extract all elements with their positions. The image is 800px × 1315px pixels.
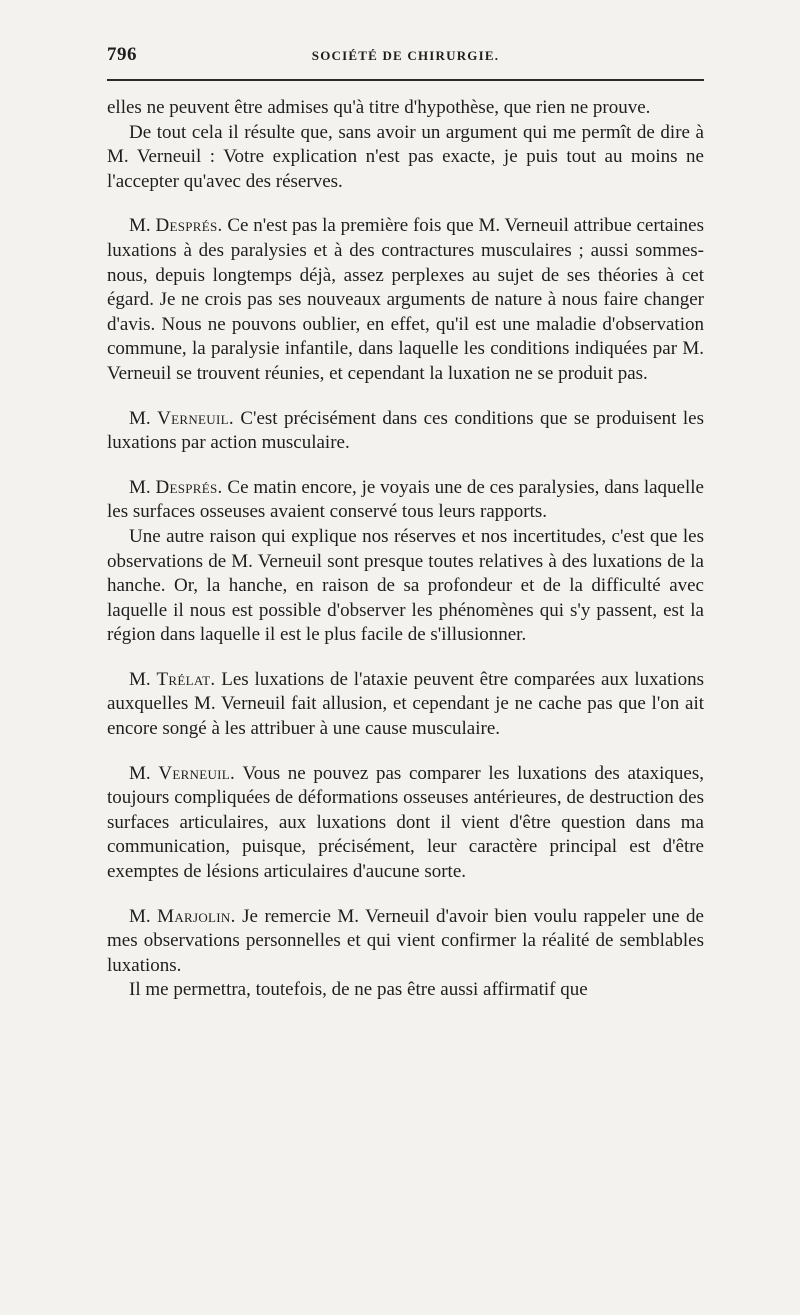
paragraph-text: Ce matin encore, je voyais une de ces paralysies, dans laquelle les surfaces osseuses avaient conservé tous leurs rapports. — [107, 476, 704, 523]
paragraph-text: De tout cela il résulte que, sans avoir un argument qui me permît de dire à M. Verneuil : Votre explication n'est pas exacte, je puis tout au moins ne l'accepter qu'avec des réserves. — [107, 121, 704, 192]
speaker-name: Verneuil. — [157, 407, 234, 429]
speaker-prefix: M. — [129, 905, 158, 927]
speaker-prefix: M. — [129, 476, 156, 498]
paragraph-text: elles ne peuvent être admises qu'à titre d'hypothèse, que rien ne prouve. — [107, 97, 651, 118]
paragraph-text: Il me permettra, toutefois, de ne pas être aussi affirmatif que — [129, 979, 588, 1001]
page-header — [107, 44, 704, 72]
paragraph-text: Je remercie M. Verneuil d'avoir bien voulu rappeler une de mes observations personnelles et qui vient confirmer la réalité de semblables luxations. — [107, 905, 704, 976]
paragraph-2 — [107, 121, 704, 195]
speech-verneuil-2 — [107, 762, 704, 885]
speech-verneuil-1 — [107, 407, 704, 456]
page-body — [107, 96, 704, 1003]
paragraph-marjolin-continued — [107, 978, 704, 1003]
speaker-name: Verneuil. — [158, 762, 236, 784]
paragraph-text: C'est précisément dans ces conditions que se produisent les luxations par action musculaire. — [107, 407, 704, 454]
paragraph-text: Les luxations de l'ataxie peuvent être comparées aux luxations auxquelles M. Verneuil fait allusion, et cependant je ne cache pas que l'on ait encore songé à les attribuer à une cause musculaire. — [107, 668, 704, 740]
paragraph-despres-continued — [107, 525, 704, 648]
header-rule — [107, 79, 704, 81]
paragraph-text: Vous ne pouvez pas comparer les luxations des ataxiques, toujours compliquées de déformations osseuses antérieures, de destruction des surfaces articulaires, aux luxations dont il vient d'être question dans ma communication, puisque, précisément, leur caractère principal est d'être exemptes de lésions articulaires d'aucune sorte. — [107, 762, 704, 883]
paragraph-1 — [107, 96, 704, 121]
speaker-name: Marjolin. — [157, 905, 236, 927]
speech-marjolin — [107, 905, 704, 979]
speaker-name: Després. — [155, 215, 223, 237]
speaker-prefix: M. — [129, 762, 159, 784]
speaker-prefix: M. — [129, 407, 158, 429]
speaker-prefix: M. — [129, 215, 156, 237]
page-number: 796 — [107, 44, 137, 65]
speaker-name: Després. — [155, 476, 223, 498]
paragraph-text: Ce n'est pas la première fois que M. Verneuil attribue certaines luxations à des paralysies et à des contractures musculaires ; aussi sommes-nous, depuis longtemps déjà, assez perplexes au sujet de ses théories à cet égard. Je ne crois pas ses nouveaux arguments de nature à nous faire changer d'avis. Nous ne pouvons oublier, en effet, qu'il est une maladie d'observation commune, la paralysie infantile, dans laquelle les conditions indiquées par M. Verneuil se trouvent réunies, et cependant la luxation ne se produit pas. — [107, 215, 704, 384]
speaker-name: Trélat. — [156, 668, 216, 690]
speech-trelat — [107, 668, 704, 742]
speech-despres-2 — [107, 476, 704, 525]
paragraph-text: Une autre raison qui explique nos réserves et nos incertitudes, c'est que les observations de M. Verneuil sont presque toutes relatives à des luxations de la hanche. Or, la hanche, en raison de sa profondeur et de la difficulté avec laquelle il nous est possible d'observer les phénomènes qui s'y passent, est la région dans laquelle il est le plus facile de s'illusionner. — [107, 525, 704, 646]
speaker-prefix: M. — [129, 668, 157, 690]
running-title: SOCIÉTÉ DE CHIRURGIE. — [311, 48, 500, 63]
speech-despres-1 — [107, 214, 704, 386]
